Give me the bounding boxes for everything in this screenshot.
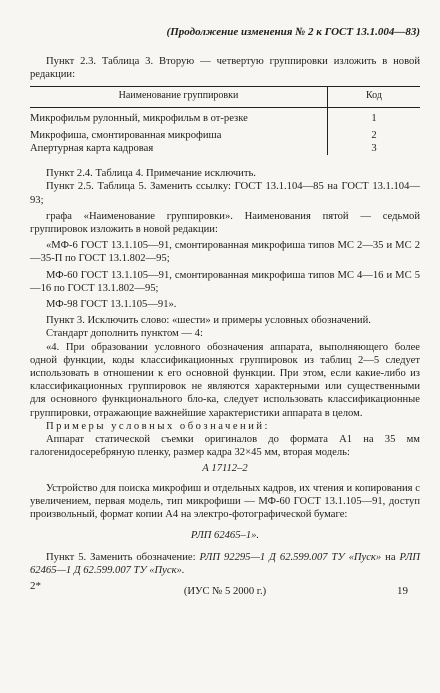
page-body	[30, 55, 420, 598]
table-row	[30, 129, 420, 142]
table-cell-code: 3	[328, 142, 421, 155]
column-header-name: Наименование группировки	[30, 87, 328, 107]
paragraph-item-4-text: «4. При образовании условного обозначения аппарата, выполняющего более одной функции, коды классификационных группировок из таблиц 2—5 следует использовать в отношении к его основной функции. При этом, если какие-либо из классификационных группировок не являются характерными или существенными для основного функционального бло-ка, следует использовать классификационные группировки, отражающие важнейшие характеристики аппарата в целом.	[30, 341, 420, 419]
paragraph-mf6: «МФ-6 ГОСТ 13.1.105—91, смонтированная микрофиша типов МС 2—35 и МС 2—35-П по ГОСТ 13.1.802—95;	[30, 240, 420, 265]
grouping-table	[30, 86, 420, 155]
table-cell-name: Апертурная карта кадровая	[30, 143, 154, 155]
ius-reference: (ИУС № 5 2000 г.)	[183, 585, 267, 597]
table-cell-code: 1	[328, 112, 421, 125]
paragraph-add-item-4: Стандарт дополнить пунктом — 4:	[46, 328, 203, 340]
paragraph-item-2-4: Пункт 2.4. Таблица 4. Примечание исключить.	[46, 168, 256, 180]
designation-example-2: РЛП 62465–1».	[190, 530, 260, 542]
designation-example-1: А 17112–2	[202, 463, 248, 475]
page-number: 19	[397, 585, 408, 597]
paragraph-item-3: Пункт 3. Исключить слово: «шести» и примеры условных обозначений.	[46, 315, 371, 327]
paragraph-item-2-3: Пункт 2.3. Таблица 3. Вторую — четвертую группировки изложить в новой редакции:	[30, 56, 420, 81]
table-cell-name: Микрофиша, смонтированная микрофиша	[30, 129, 222, 141]
paragraph-item-2-5: Пункт 2.5. Таблица 5. Заменить ссылку: ГОСТ 13.1.104—85 на ГОСТ 13.1.104—93;	[30, 181, 420, 206]
paragraph-example-1: Аппарат статической съемки оригиналов до формата А1 на 35 мм галогенидосеребряную пленку, размер кадра 32×45 мм, вторая модель:	[30, 434, 420, 459]
table-header-row	[30, 87, 420, 107]
column-header-code: Код	[328, 87, 421, 107]
paragraph-mf60: МФ-60 ГОСТ 13.1.105—91, смонтированная микрофиша типов МС 4—16 и МС 5—16 по ГОСТ 13.1.802—95;	[30, 269, 420, 294]
signature-mark: 2*	[30, 580, 41, 592]
item-5-lead: Пункт 5. Заменить обозначение:	[46, 551, 200, 563]
table-cell-code: 2	[328, 129, 421, 142]
old-designation: РЛП 92295—1 Д 62.599.007 ТУ «Пуск»	[199, 551, 382, 563]
table-cell-name: Микрофильм рулонный, микрофильм в от-резке	[30, 112, 248, 124]
paragraph-example-2: Устройство для поиска микрофиш и отдельных кадров, их чтения и копирования с увеличением, первая модель, тип микрофиши — МФ-60 ГОСТ 13.1.105—91, доступ произвольный, формат копии А4 на электро-фотографической бумаге:	[30, 482, 420, 521]
paragraph-item-5	[30, 551, 420, 577]
paragraph-mf98: МФ-98 ГОСТ 13.1.105—91».	[46, 299, 177, 311]
item-5-mid: на	[381, 551, 400, 563]
paragraph-column-heading: графа «Наименование группировки». Наименования пятой — седьмой группировок изложить в новой редакции:	[30, 210, 420, 236]
table-row	[30, 112, 420, 125]
new-designation: РЛП 62465—1 Д 62.599.007 ТУ «Пуск».	[30, 551, 421, 576]
running-header: (Продолжение изменения № 2 к ГОСТ 13.1.004—83)	[166, 26, 420, 38]
examples-heading: Примеры условных обозначений:	[46, 420, 270, 432]
table-row	[30, 142, 420, 155]
